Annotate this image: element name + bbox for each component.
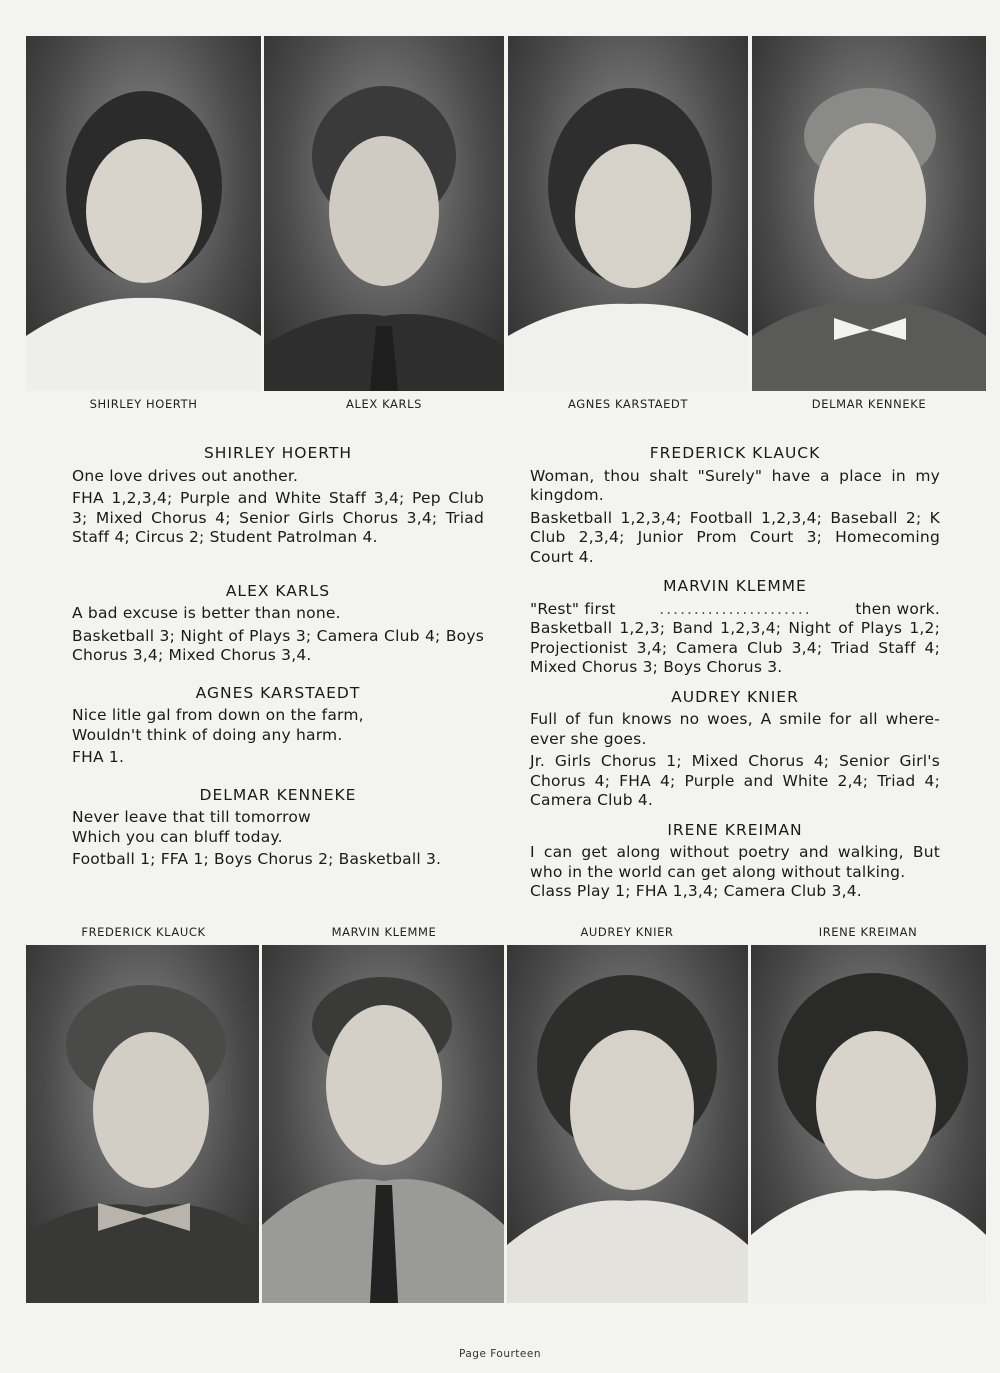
right-text-column (530, 444, 940, 902)
motto-right: then work. (855, 599, 940, 618)
senior-motto: A bad excuse is better than none. (72, 604, 341, 622)
portrait-photo (26, 945, 259, 1303)
senior-motto: I can get along without poetry and walking, But who in the world can get along without talking. (530, 843, 940, 881)
senior-entry (530, 688, 940, 811)
portrait-photo (508, 36, 748, 391)
senior-activities: FHA 1. (72, 748, 125, 766)
portrait-silhouette (751, 945, 986, 1303)
portrait-silhouette (264, 36, 504, 391)
page-number: Page Fourteen (458, 1348, 541, 1360)
photo-caption: MARVIN KLEMME (331, 925, 437, 939)
senior-name: AGNES KARSTAEDT (195, 683, 361, 702)
senior-activities: FHA 1,2,3,4; Purple and White Staff 3,4; Pep Club 3; Mixed Chorus 4; Senior Girls Chorus 3,4; Triad Staff 4; Circus 2; Student Patrolman 4. (72, 489, 484, 546)
portrait-silhouette (262, 945, 504, 1303)
portrait-silhouette (26, 36, 261, 391)
senior-activities: Basketball 3; Night of Plays 3; Camera Club 4; Boys Chorus 3,4; Mixed Chorus 3,4. (72, 626, 484, 664)
left-text-column (72, 444, 484, 870)
portrait-photo (751, 945, 986, 1303)
photo-caption: FREDERICK KLAUCK (81, 925, 206, 939)
portrait-silhouette (507, 945, 748, 1303)
senior-entry (530, 444, 940, 567)
senior-activities: Basketball 1,2,3; Band 1,2,3,4; Night of Plays 1,2; Projectionist 3,4; Camera Club 3,4; Triad Staff 4; Mixed Chorus 3; Boys Chorus 3. (530, 619, 940, 676)
senior-motto: Woman, thou shalt "Surely" have a place in my kingdom. (530, 466, 940, 504)
senior-motto (530, 600, 940, 620)
senior-name: FREDERICK KLAUCK (649, 444, 821, 462)
senior-name: ALEX KARLS (225, 581, 331, 600)
portrait-photo (264, 36, 504, 391)
motto-dots: ...................... (659, 599, 812, 618)
photo-caption: SHIRLEY HOERTH (89, 397, 198, 411)
senior-name: DELMAR KENNEKE (199, 785, 357, 804)
senior-name: MARVIN KLEMME (663, 577, 807, 595)
photo-caption: AUDREY KNIER (580, 925, 674, 939)
photo-caption: IRENE KREIMAN (818, 925, 918, 939)
senior-motto: Full of fun knows no woes, A smile for all where-ever she goes. (530, 710, 940, 748)
portrait-photo (752, 36, 986, 391)
senior-name: IRENE KREIMAN (667, 820, 803, 839)
senior-entry (72, 786, 484, 870)
senior-motto: Which you can bluff today. (72, 827, 283, 846)
senior-name: SHIRLEY HOERTH (203, 444, 353, 462)
senior-activities: Football 1; FFA 1; Boys Chorus 2; Basketball 3. (72, 850, 442, 868)
senior-activities: Jr. Girls Chorus 1; Mixed Chorus 4; Senior Girl's Chorus 4; FHA 4; Purple and White 2,4; Triad 4; Camera Club 4. (530, 752, 940, 809)
senior-activities: Basketball 1,2,3,4; Football 1,2,3,4; Baseball 2; K Club 2,3,4; Junior Prom Court 3; Homecoming Court 4. (530, 508, 940, 566)
senior-motto: Never leave that till tomorrow (72, 808, 311, 826)
portrait-photo (507, 945, 748, 1303)
photo-caption: AGNES KARSTAEDT (567, 397, 689, 411)
senior-motto: Wouldn't think of doing any harm. (72, 725, 343, 744)
portrait-silhouette (26, 945, 259, 1303)
portrait-photo (262, 945, 504, 1303)
portrait-photo (26, 36, 261, 391)
senior-motto: One love drives out another. (72, 466, 299, 485)
senior-entry (530, 577, 940, 678)
senior-name: AUDREY KNIER (671, 687, 799, 706)
senior-entry (530, 821, 940, 902)
senior-entry (72, 684, 484, 768)
senior-activities: Class Play 1; FHA 1,3,4; Camera Club 3,4. (530, 882, 862, 900)
senior-entry (72, 582, 484, 666)
photo-caption: DELMAR KENNEKE (811, 397, 927, 411)
motto-left: "Rest" first (530, 599, 616, 618)
senior-motto: Nice litle gal from down on the farm, (72, 706, 364, 724)
photo-caption: ALEX KARLS (346, 397, 422, 411)
portrait-silhouette (752, 36, 986, 391)
senior-entry (72, 444, 484, 548)
portrait-silhouette (508, 36, 748, 391)
